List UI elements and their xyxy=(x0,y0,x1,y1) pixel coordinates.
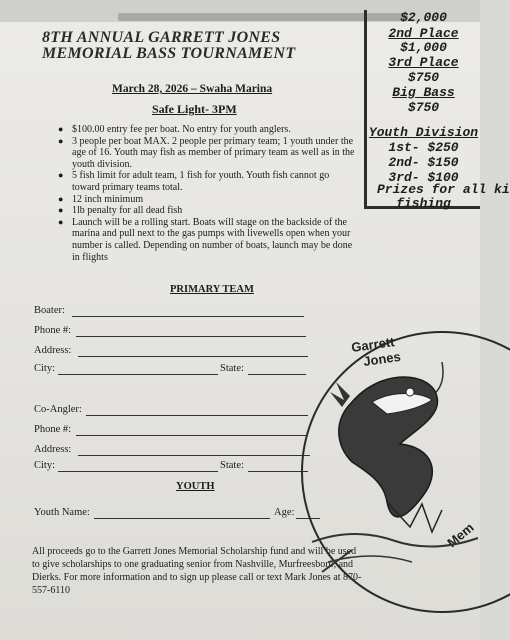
title-line-1: 8TH ANNUAL GARRETT JONES xyxy=(42,29,281,46)
coangler-phone-field[interactable] xyxy=(34,424,314,438)
rule-text: 3 people per boat MAX. 2 people per primary team; 1 youth under the age of 16. Youth may fish as member of primary team as well as in the youth division. xyxy=(72,135,355,170)
rule-item xyxy=(56,136,356,171)
second-place-label xyxy=(367,26,480,41)
event-date-location: March 28, 2026 – Swaha Marina xyxy=(112,83,273,95)
coangler-address-line[interactable] xyxy=(78,455,310,456)
youth-name-label: Youth Name: xyxy=(34,507,90,518)
phone-label: Phone #: xyxy=(34,424,72,435)
event-start-time: Safe Light- 3PM xyxy=(152,102,237,116)
rule-item xyxy=(56,170,356,193)
youth-division-heading: Youth Division xyxy=(368,125,479,140)
fish-eye-icon xyxy=(406,388,414,396)
rule-text: 1lb penalty for all dead fish xyxy=(72,205,183,217)
page-title xyxy=(42,30,342,62)
rule-text: $100.00 entry fee per boat. No entry for youth anglers. xyxy=(72,124,291,135)
coangler-phone-line[interactable] xyxy=(76,435,308,436)
third-place-label xyxy=(367,55,480,70)
address-line[interactable] xyxy=(78,356,308,357)
fishing-line-icon xyxy=(434,362,443,394)
coangler-city-state-field[interactable] xyxy=(34,460,314,474)
age-label: Age: xyxy=(274,507,295,518)
fishing-rod-icon xyxy=(322,550,352,572)
third-place-amount: $750 xyxy=(407,70,440,85)
primary-team-heading: PRIMARY TEAM xyxy=(170,284,254,295)
third-place-text: 3rd Place xyxy=(388,55,459,70)
city-state-field[interactable] xyxy=(34,363,314,377)
bullet-icon: ● xyxy=(58,170,64,181)
bullet-icon: ● xyxy=(58,216,64,227)
boater-line[interactable] xyxy=(72,316,304,317)
first-place-amount: $2,000 xyxy=(400,10,447,25)
address-field[interactable] xyxy=(34,345,314,359)
footer-note: All proceeds go to the Garrett Jones Memorial Scholarship fund and will be used to give scholarships to one graduating senior from Nashville, Murfreesboro, and Dierks. For more information and to sign up please call or text Mark Jones at 870-557-6110 xyxy=(32,546,362,596)
coangler-line[interactable] xyxy=(86,415,308,416)
city-label: City: xyxy=(34,460,56,471)
rule-item xyxy=(56,217,356,263)
second-place-text: 2nd Place xyxy=(388,26,459,41)
state-label: State: xyxy=(220,363,244,374)
phone-field[interactable] xyxy=(34,325,314,339)
youth-name-field[interactable] xyxy=(34,507,324,521)
city-line[interactable] xyxy=(58,374,218,375)
rule-item xyxy=(56,124,356,136)
bullet-icon: ● xyxy=(58,124,64,134)
bullet-icon: ● xyxy=(58,135,64,146)
second-place-amount: $1,000 xyxy=(400,40,447,55)
logo-name-line-2: Jones xyxy=(362,348,402,369)
big-bass-label: Big Bass xyxy=(392,85,455,100)
rule-item xyxy=(56,205,356,217)
logo-name-line-1: Garrett xyxy=(350,334,396,355)
youth-third: 3rd- $100 xyxy=(388,170,459,185)
coangler-label: Co-Angler: xyxy=(34,404,82,415)
address-label: Address: xyxy=(34,345,72,356)
address-label: Address: xyxy=(34,444,72,455)
coangler-field[interactable] xyxy=(34,404,314,418)
title-line-2: MEMORIAL BASS TOURNAMENT xyxy=(42,45,296,62)
bullet-icon: ● xyxy=(58,205,64,216)
garrett-jones-bass-logo xyxy=(292,322,480,584)
rules-list xyxy=(56,124,356,263)
boater-label: Boater: xyxy=(34,305,65,316)
bullet-icon: ● xyxy=(58,193,64,204)
coangler-address-field[interactable] xyxy=(34,444,314,458)
phone-label: Phone #: xyxy=(34,325,72,336)
logo-arc-text: Mem xyxy=(444,519,477,551)
rule-text: 5 fish limit for adult team, 1 fish for youth. Youth fish cannot go toward primary teams total. xyxy=(72,170,330,193)
state-label: State: xyxy=(220,460,244,471)
big-bass-amount: $750 xyxy=(407,100,440,115)
youth-first: 1st- $250 xyxy=(388,140,459,155)
kids-prize-line-2: fishing xyxy=(396,196,451,211)
city-label: City: xyxy=(34,363,56,374)
fish-fin-icon xyxy=(330,382,350,407)
kids-prize-line-1: Prizes for all ki xyxy=(377,182,510,197)
youth-name-line[interactable] xyxy=(94,518,270,519)
youth-second: 2nd- $150 xyxy=(388,155,459,170)
coangler-city-line[interactable] xyxy=(58,471,218,472)
rule-text: 12 inch minimum xyxy=(72,193,144,205)
rule-item xyxy=(56,194,356,206)
boater-field[interactable] xyxy=(34,305,314,319)
prize-box xyxy=(364,10,510,211)
youth-heading: YOUTH xyxy=(176,481,215,492)
rule-text: Launch will be a rolling start. Boats will stage on the backside of the marina and pull next to the gas pumps with livewells open when your number is called. Depending on number of boats, launch may be done in flights xyxy=(72,216,353,263)
phone-line[interactable] xyxy=(76,336,306,337)
